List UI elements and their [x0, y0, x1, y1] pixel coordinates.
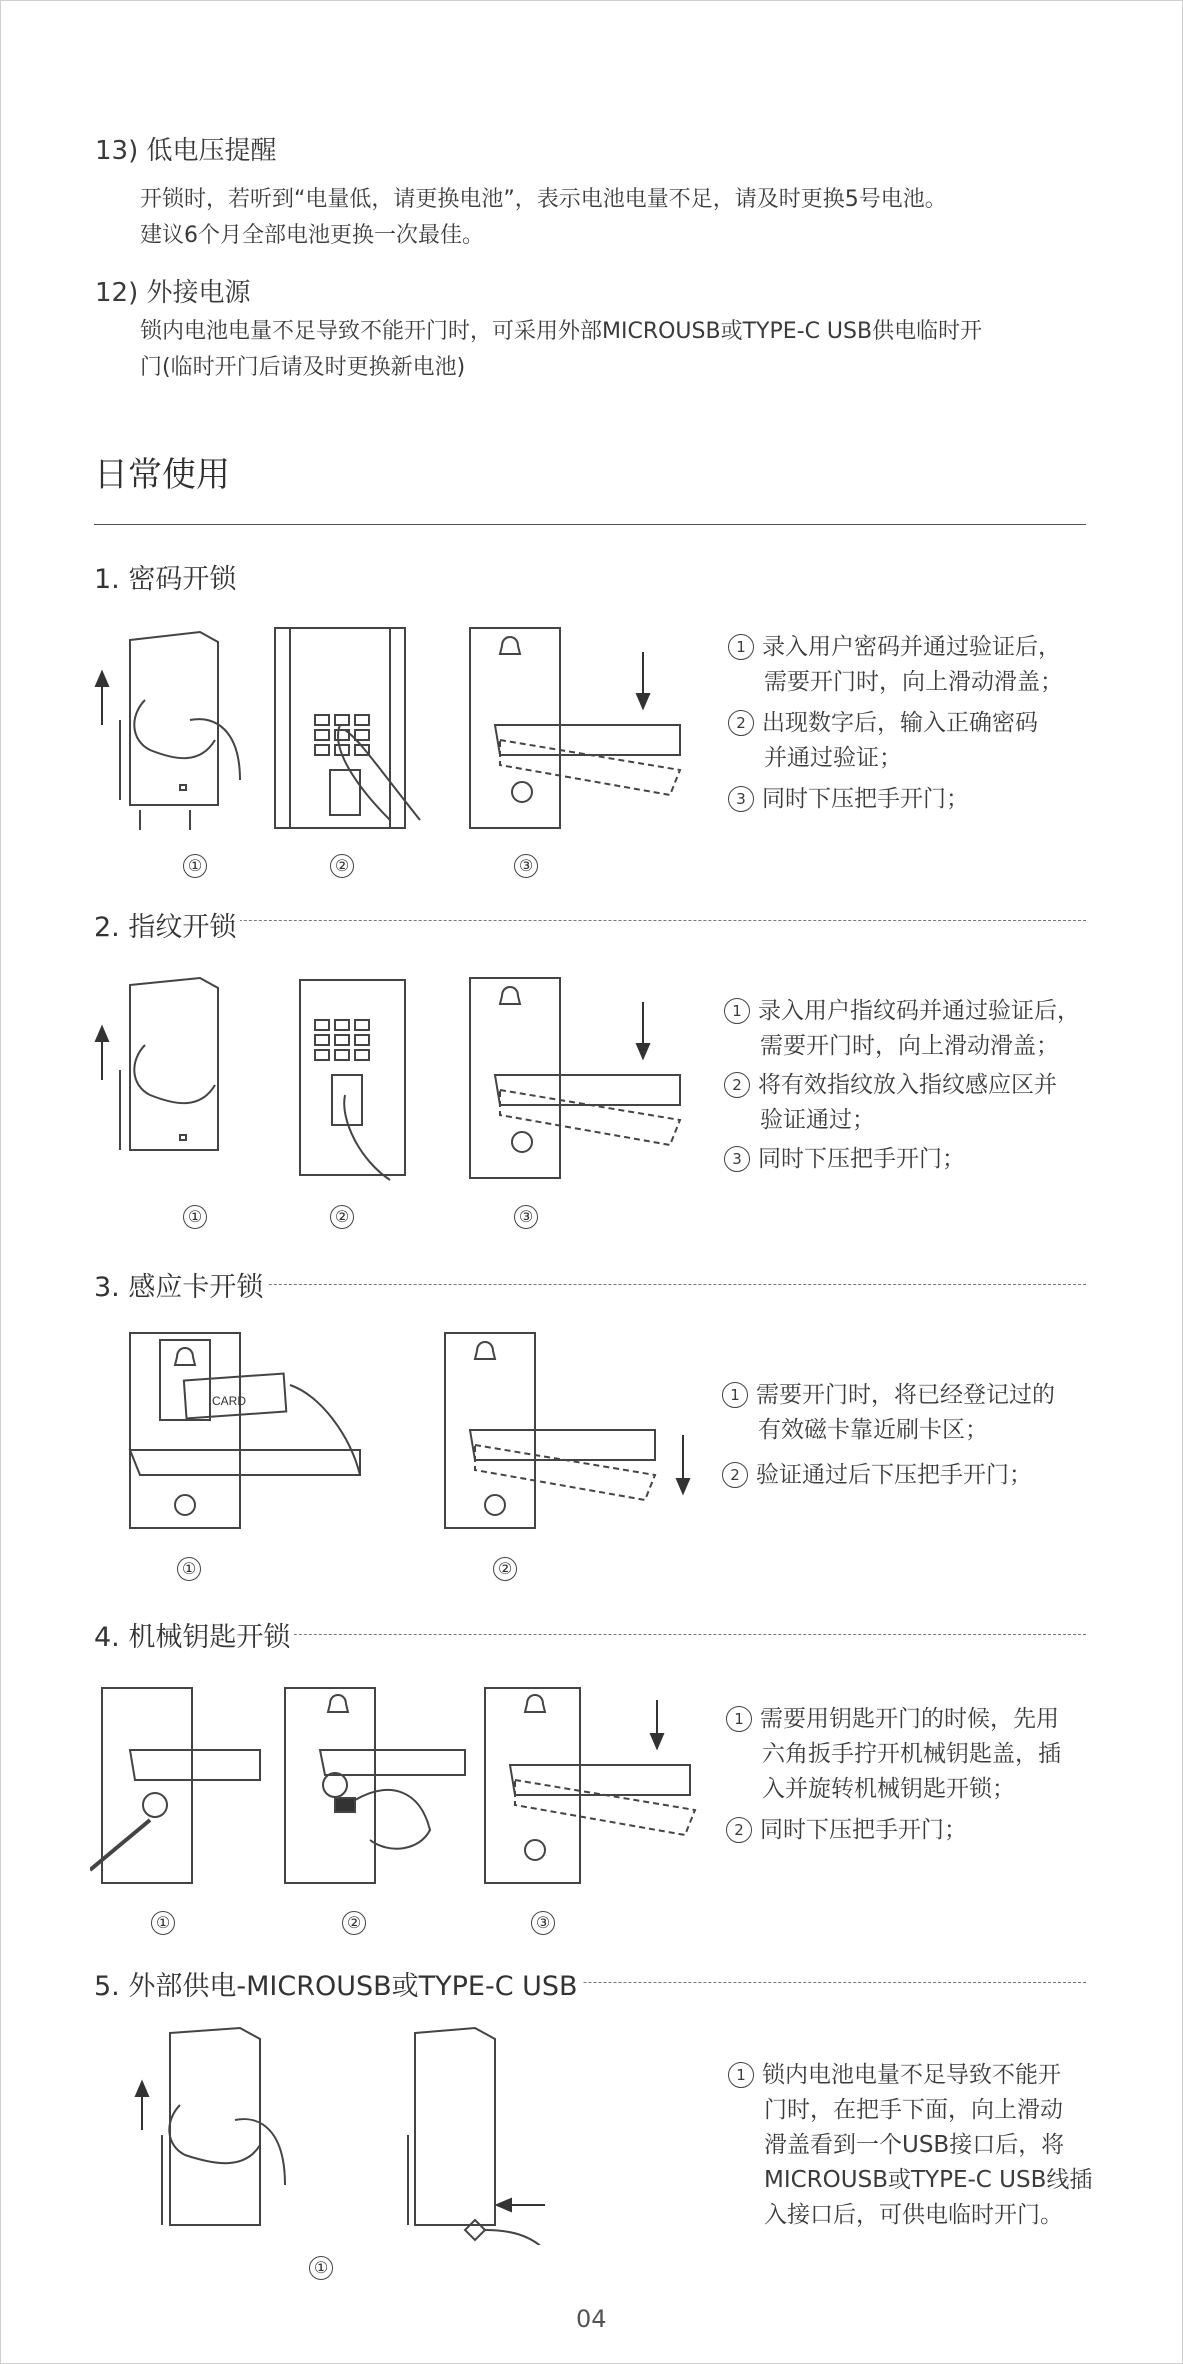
key-insert-illustration [90, 1688, 260, 1883]
card-label: CARD [212, 1394, 247, 1408]
step-text: 锁内电池电量不足导致不能开 [762, 2062, 1061, 2088]
key-steps [726, 1702, 1061, 1848]
fingerprint-steps [724, 994, 1080, 1177]
keypad-illustration [275, 628, 420, 828]
low-voltage-line: 开锁时，若听到“电量低，请更换电池”，表示电池电量不足，请及时更换5号电池。 [140, 187, 947, 212]
step-text: 同时下压把手开门； [762, 786, 969, 812]
step-item [728, 706, 1063, 741]
caption-1: ① [151, 1911, 175, 1935]
password-illustrations [90, 620, 690, 840]
step-number: 1 [724, 998, 750, 1024]
arrow-left-icon [497, 2199, 545, 2211]
handle-illustration [485, 1688, 695, 1883]
lock-slide-illustration [120, 978, 218, 1150]
caption-3: ③ [531, 1911, 555, 1935]
step-number: 1 [728, 634, 754, 660]
step-text: MICROUSB或TYPE-C USB线插 [764, 2167, 1093, 2193]
step-text: 有效磁卡靠近刷卡区； [758, 1417, 988, 1443]
step-text: 将有效指纹放入指纹感应区并 [758, 1072, 1057, 1098]
caption-3: ③ [514, 854, 538, 878]
arrow-up-icon [136, 2082, 148, 2130]
step-text: 验证通过； [760, 1107, 875, 1133]
step-item [722, 1458, 1055, 1493]
step-number: 2 [722, 1462, 748, 1488]
step-number: 1 [728, 2062, 754, 2088]
key-turn-illustration [285, 1688, 465, 1883]
step-text: 需要开门时，向上滑动滑盖； [760, 1033, 1059, 1059]
step-item [728, 2058, 1092, 2093]
key-illustrations [90, 1680, 710, 1890]
bell-icon [175, 1348, 195, 1365]
step-item [722, 1378, 1055, 1413]
step-text: 验证通过后下压把手开门； [756, 1462, 1032, 1488]
external-power-heading: 12) 外接电源 [95, 278, 251, 308]
step-item [726, 1813, 1061, 1848]
low-voltage-heading: 13) 低电压提醒 [95, 136, 277, 166]
step-text: 入接口后，可供电临时开门。 [764, 2202, 1063, 2228]
bell-icon [500, 637, 520, 654]
bell-icon [475, 1342, 495, 1359]
usb-heading: 5. 外部供电-MICROUSB或TYPE-C USB [94, 1964, 582, 2003]
caption-2: ② [330, 854, 354, 878]
step-text: 入并旋转机械钥匙开锁； [762, 1776, 1015, 1802]
handle-illustration [470, 628, 680, 828]
external-power-line: 锁内电池电量不足导致不能开门时，可采用外部MICROUSB或TYPE-C USB供电临时开 [140, 319, 983, 344]
caption-2: ② [342, 1911, 366, 1935]
bell-icon [328, 1695, 545, 1712]
caption-3: ③ [514, 1205, 538, 1229]
step-text: 录入用户密码并通过验证后， [762, 634, 1061, 660]
arrow-up-icon [96, 1027, 108, 1080]
step-text: 出现数字后，输入正确密码 [762, 710, 1038, 736]
fingerprint-illustration [300, 980, 405, 1180]
step-number: 3 [728, 786, 754, 812]
step-item [728, 782, 1063, 817]
password-heading: 1. 密码开锁 [94, 557, 240, 596]
step-text: 滑盖看到一个USB接口后，将 [764, 2132, 1065, 2158]
step-number: 2 [724, 1072, 750, 1098]
step-number: 1 [722, 1382, 748, 1408]
lock-slide-illustration [120, 632, 240, 830]
card-illustrations [120, 1325, 700, 1535]
handle-illustration [445, 1333, 655, 1528]
step-text: 需要开门时，将已经登记过的 [756, 1382, 1055, 1408]
step-item [724, 994, 1080, 1029]
step-item [726, 1702, 1061, 1737]
usb-illustrations [120, 2025, 580, 2245]
usb-steps [728, 2058, 1092, 2233]
card-steps [722, 1378, 1055, 1493]
section-divider [94, 920, 1086, 921]
card-reader-illustration [130, 1333, 360, 1528]
caption-1: ① [183, 1205, 207, 1229]
low-voltage-line: 建议6个月全部电池更换一次最佳。 [140, 223, 484, 248]
step-text: 需要开门时，向上滑动滑盖； [764, 669, 1063, 695]
arrow-down-icon [637, 652, 649, 708]
daily-use-title: 日常使用 [94, 455, 230, 495]
low-voltage-text [140, 182, 947, 254]
step-item [724, 1068, 1080, 1103]
step-text: 门时，在把手下面，向上滑动 [764, 2097, 1063, 2123]
step-item [728, 630, 1063, 665]
step-number: 2 [726, 1817, 752, 1843]
step-text: 同时下压把手开门； [760, 1817, 967, 1843]
caption-1: ① [309, 2256, 333, 2280]
step-number: 2 [728, 710, 754, 736]
caption-2: ② [330, 1205, 354, 1229]
arrow-down-icon [651, 1700, 663, 1748]
fingerprint-heading: 2. 指纹开锁 [94, 905, 240, 944]
key-heading: 4. 机械钥匙开锁 [94, 1615, 294, 1654]
step-text: 同时下压把手开门； [758, 1146, 965, 1172]
step-number: 1 [726, 1706, 752, 1732]
card-heading: 3. 感应卡开锁 [94, 1265, 267, 1304]
caption-2: ② [493, 1557, 517, 1581]
external-power-line: 门(临时开门后请及时更换新电池) [140, 355, 466, 380]
step-text: 并通过验证； [764, 745, 902, 771]
page-number: 04 [576, 2305, 607, 2333]
step-text: 六角扳手拧开机械钥匙盖，插 [762, 1741, 1061, 1767]
arrow-down-icon [677, 1435, 689, 1493]
arrow-down-icon [637, 1002, 649, 1058]
handle-illustration [470, 978, 680, 1178]
step-text: 需要用钥匙开门的时候，先用 [760, 1706, 1059, 1732]
step-text: 录入用户指纹码并通过验证后， [758, 998, 1080, 1024]
step-item [724, 1142, 1080, 1177]
arrow-up-icon [96, 672, 108, 725]
caption-1: ① [177, 1557, 201, 1581]
title-divider [94, 524, 1086, 525]
password-steps [728, 630, 1063, 817]
external-power-text [140, 314, 982, 386]
lock-slide-illustration [162, 2028, 285, 2225]
step-number: 3 [724, 1146, 750, 1172]
fingerprint-illustrations [90, 970, 690, 1190]
caption-1: ① [183, 854, 207, 878]
bell-icon [500, 987, 520, 1004]
usb-port-illustration [408, 2028, 545, 2245]
